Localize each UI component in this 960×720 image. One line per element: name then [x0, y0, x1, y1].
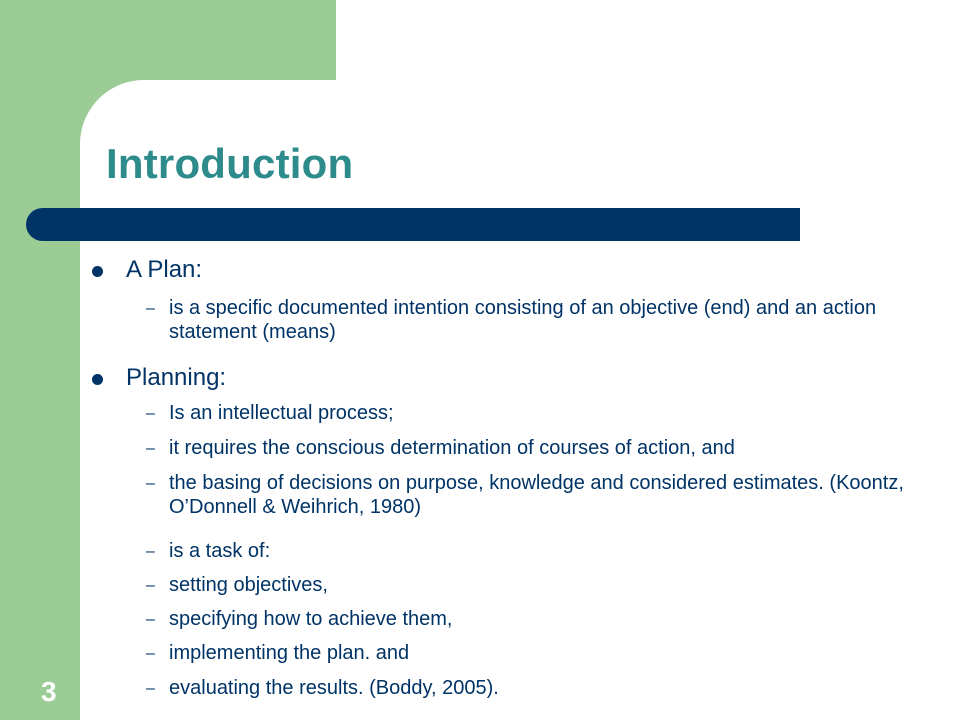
heading-planning: Planning: [126, 364, 227, 391]
list-item: specifying how to achieve them, [169, 608, 453, 630]
slide-number: 3 [41, 676, 57, 707]
dash-icon: – [146, 475, 155, 492]
list-item: setting objectives, [169, 574, 328, 596]
list-item: is a specific documented intention consisting of an objective (end) and an action statement (means) [169, 297, 877, 343]
list-item: the basing of decisions on purpose, knowledge and considered estimates. (Koontz, O’Donnell & Weihrich, 1980) [169, 472, 904, 518]
dash-icon: – [146, 300, 155, 317]
list-item: Is an intellectual process; [169, 402, 394, 424]
dash-icon: – [146, 645, 155, 662]
dash-icon: – [146, 680, 155, 697]
list-item: it requires the conscious determination of courses of action, and [169, 437, 735, 459]
heading-a-plan: A Plan: [126, 256, 203, 283]
bullet-icon [92, 374, 103, 385]
dash-icon: – [146, 577, 155, 594]
dash-icon: – [146, 543, 155, 560]
slide-title: Introduction [106, 140, 354, 187]
dash-icon: – [146, 440, 155, 457]
dash-icon: – [146, 611, 155, 628]
list-item: is a task of: [169, 540, 271, 562]
dash-icon: – [146, 405, 155, 422]
list-item: implementing the plan. and [169, 642, 410, 664]
list-item: evaluating the results. (Boddy, 2005). [169, 677, 499, 699]
bullet-icon [92, 266, 103, 277]
